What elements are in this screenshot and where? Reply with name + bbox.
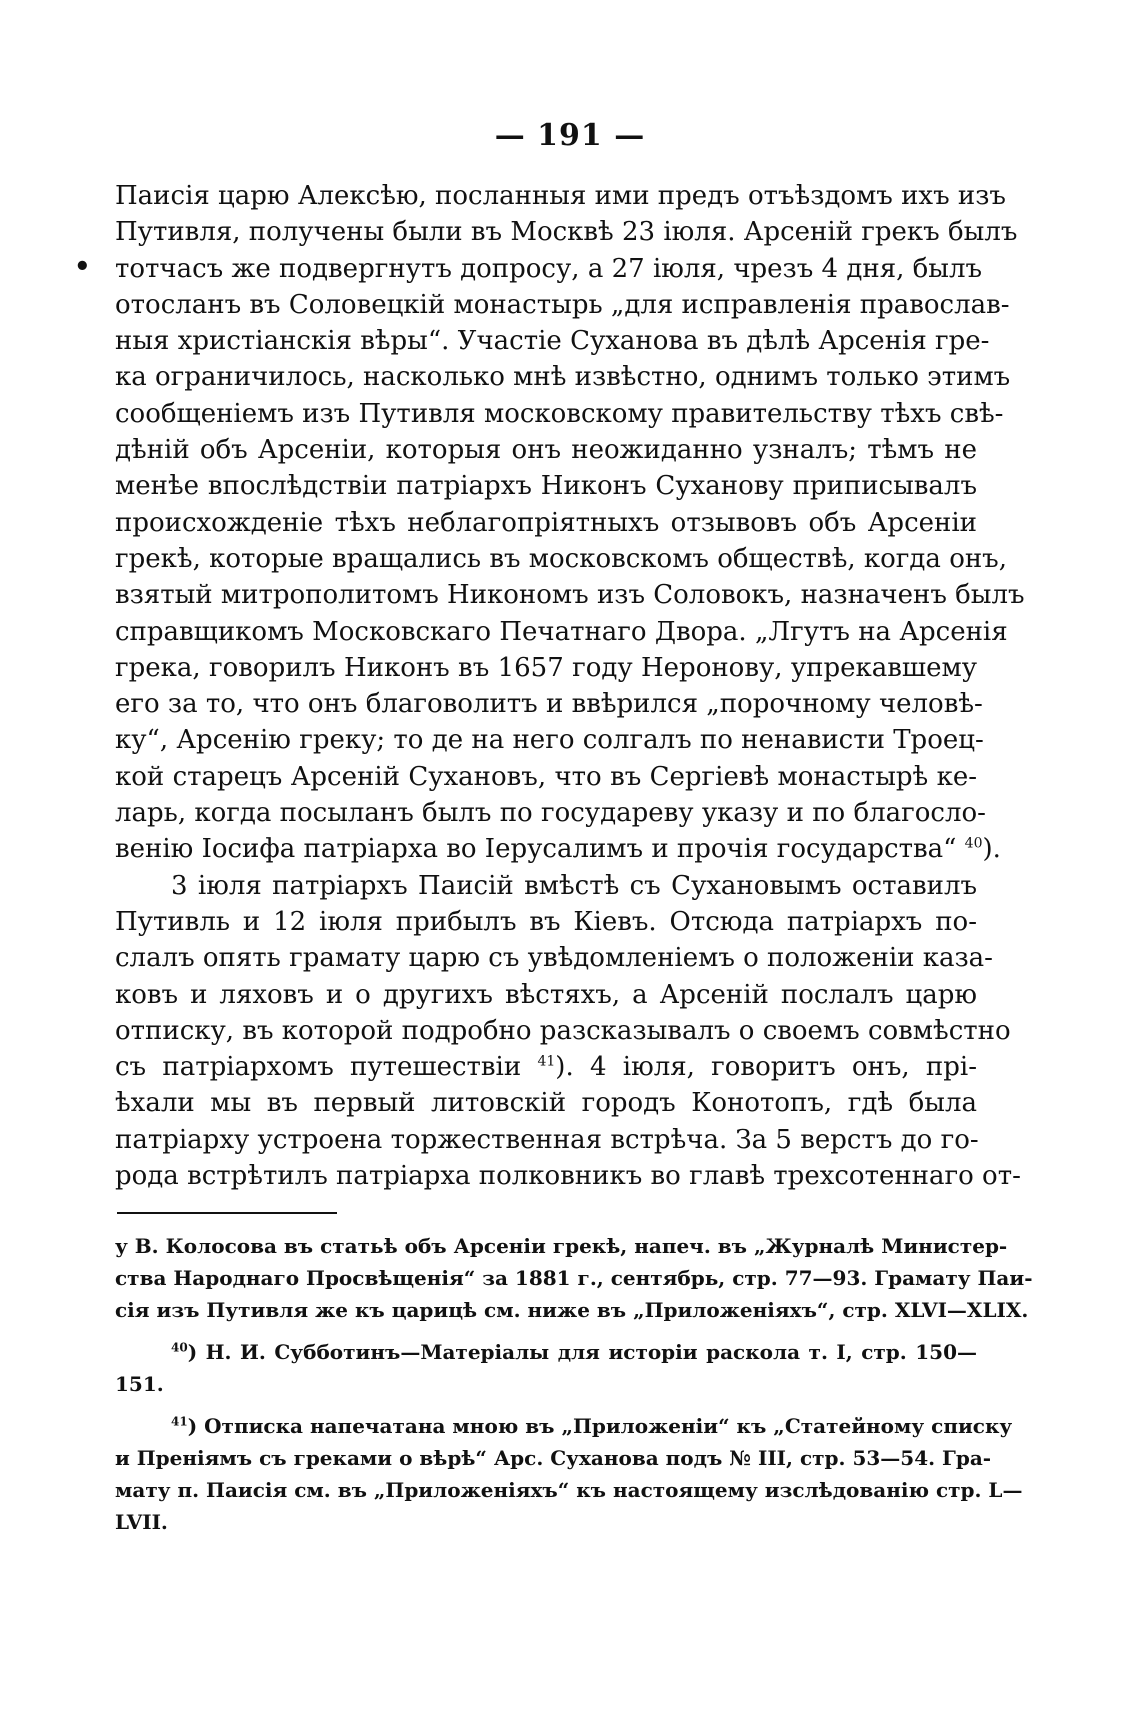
text-line: Паисія царю Алексѣю, посланныя ими предъ отъѣздомъ ихъ изъ [115,181,1006,211]
text-line: ка ограничилось, насколько мнѣ извѣстно, однимъ только этимъ [115,362,1011,393]
margin-mark: • [74,252,91,282]
text-line-content: венію Іосифа патріарха во Іерусалимъ и прочія государства“ [115,834,957,865]
footnote-line: у В. Колосова въ статьѣ объ Арсеніи грекѣ, напеч. въ „Журналѣ Министер- [115,1234,1008,1258]
footnote-line: сія изъ Путивля же къ царицѣ см. ниже въ „Приложеніяхъ“, стр. XLVI—XLIX. [115,1298,1029,1322]
text-line: кой старецъ Арсеній Сухановъ, что въ Сергіевѣ монастырѣ ке- [115,761,977,792]
text-line: ѣхали мы въ первый литовскій городъ Конотопъ, гдѣ была [115,1088,977,1119]
text-line: ковъ и ляховъ и о другихъ вѣстяхъ, а Арсеній послалъ царю [115,979,977,1010]
footnotes [115,1230,1033,1538]
footnote-ref: 41 [537,1053,556,1070]
text-line-end: ). [982,834,1001,865]
footnote-text: ) Н. И. Субботинъ—Матеріалы для исторіи раскола т. I, стр. 150— [187,1340,977,1364]
text-line: грека, говорилъ Никонъ въ 1657 году Неронову, упрекавшему [115,652,977,683]
page-number: — 191 — [494,118,646,153]
text-line: патріарху устроена торжественная встрѣча. За 5 верстъ до го- [115,1124,979,1155]
text-line [115,831,1001,867]
text-line: справщикомъ Московскаго Печатнаго Двора. „Лгутъ на Арсенія [115,616,1008,647]
footnote-41 [115,1410,1013,1442]
text-line: дѣній объ Арсеніи, которыя онъ неожиданно узналъ; тѣмъ не [115,435,977,466]
text-line: рода встрѣтилъ патріарха полковникъ во главѣ трехсотеннаго от- [115,1161,1021,1192]
main-text [115,178,1025,1194]
footnote-marker: 40 [171,1340,188,1355]
footnote-line: и Преніямъ съ греками о вѣрѣ“ Арс. Суханова подъ № III, стр. 53—54. Гра- [115,1446,992,1470]
text-line: сообщеніемъ изъ Путивля московскому правительству тѣхъ свѣ- [115,398,1004,429]
text-line: Путивль и 12 іюля прибылъ въ Кіевъ. Отсюда патріархъ по- [115,906,977,937]
footnote-line: LVII. [115,1510,168,1534]
text-line: тотчасъ же подвергнутъ допросу, а 27 іюля, чрезъ 4 дня, былъ [115,253,983,284]
text-line: его за то, что онъ благоволитъ и ввѣрился „порочному человѣ- [115,689,983,720]
text-line: отосланъ въ Соловецкій монастырь „для исправленія православ- [115,289,1010,320]
footnote-line: 151. [115,1372,164,1396]
footnote-divider [117,1212,337,1214]
text-line: слалъ опять грамату царю съ увѣдомленіемъ о положеніи каза- [115,943,993,974]
text-line: грекѣ, которые вращались въ московскомъ обществѣ, когда онъ, [115,543,1007,574]
footnote-40 [115,1336,977,1368]
text-line: Путивля, получены были въ Москвѣ 23 іюля. Арсеній грекъ былъ [115,217,1018,248]
text-line: ку“, Арсенію греку; то де на него солгалъ по ненависти Троец- [115,725,984,756]
text-line: менѣе впослѣдствіи патріархъ Никонъ Суханову приписывалъ [115,471,977,502]
footnote-ref: 40 [964,835,983,852]
text-line: ныя христіанскія вѣры“. Участіе Суханова въ дѣлѣ Арсенія гре- [115,326,990,357]
footnote-text: ) Отписка напечатана мною въ „Приложеніи“ къ „Статейному списку [187,1414,1013,1438]
footnote-line: мату п. Паисія см. въ „Приложеніяхъ“ къ настоящему изслѣдованію стр. L— [115,1478,1023,1502]
text-line: ларь, когда посыланъ былъ по государеву указу и по благосло- [115,798,986,829]
footnote-line: ства Народнаго Просвѣщенія“ за 1881 г., сентябрь, стр. 77—93. Грамату Паи- [115,1266,1033,1290]
text-line [115,1049,977,1085]
text-line: отписку, въ которой подробно разсказывалъ о своемъ совмѣстно [115,1015,1011,1046]
text-line: взятый митрополитомъ Никономъ изъ Соловокъ, назначенъ былъ [115,580,1025,611]
paragraph-start: 3 іюля патріархъ Паисій вмѣстѣ съ Сухановымъ оставилъ [171,870,977,901]
text-line-end: ). 4 іюля, говоритъ онъ, прі- [555,1052,977,1083]
text-line-content: съ патріархомъ путешествіи [115,1052,522,1083]
text-line: происхожденіе тѣхъ неблагопріятныхъ отзывовъ объ Арсеніи [115,507,977,538]
footnote-marker: 41 [171,1414,188,1429]
